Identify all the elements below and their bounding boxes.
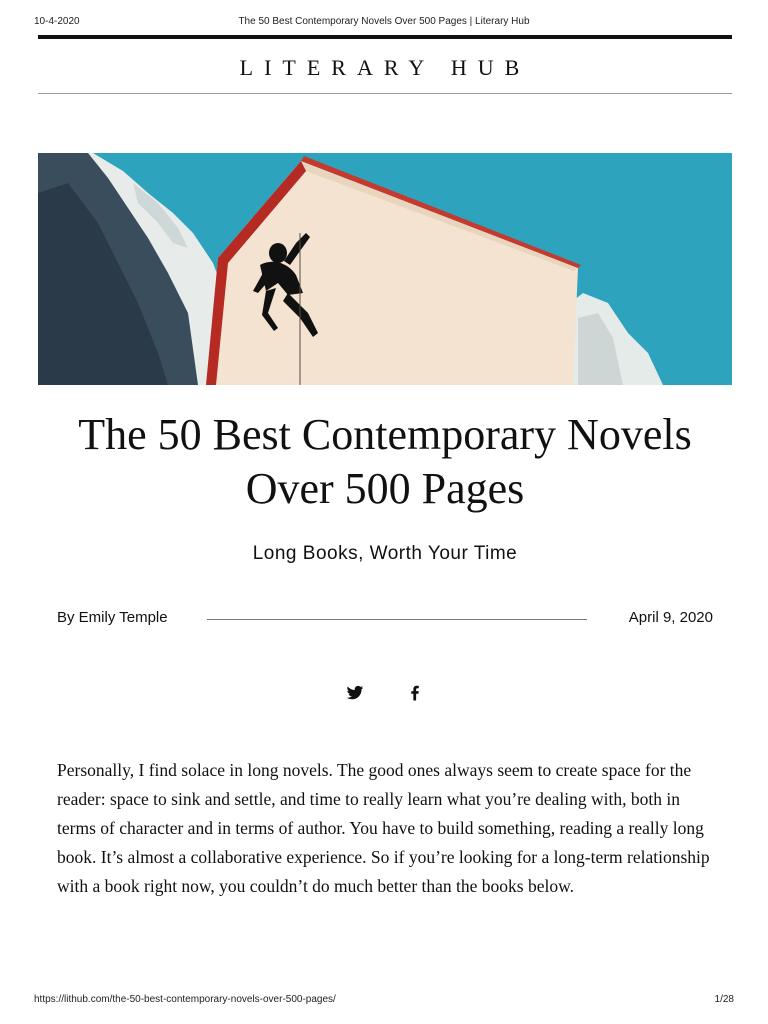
byline [57,609,713,629]
hero-illustration [38,153,732,385]
print-header [34,16,734,30]
hero-image [38,153,732,385]
share-bar [0,684,768,704]
site-logo[interactable]: LITERARY HUB [239,55,531,80]
page-number: 1/28 [714,994,734,1005]
print-page-title: The 50 Best Contemporary Novels Over 500 Pages | Literary Hub [238,16,530,27]
twitter-icon[interactable] [346,684,364,702]
print-date: 10-4-2020 [34,16,80,27]
top-rule [38,35,732,39]
brand-divider [38,93,732,94]
article-body-paragraph: Personally, I find solace in long novels. The good ones always seem to create space for the reader: space to sink and settle, and time to really learn what you’re dealing with, both in terms of character and in terms of author. You have to build something, reading a really long book. It’s almost a collaborative experience. So if you’re looking for a long-term relationship with a book right now, you couldn’t do much better than the books below. [57,760,710,896]
author-link[interactable]: By Emily Temple [57,609,168,626]
publish-date: April 9, 2020 [628,609,713,626]
facebook-icon[interactable] [406,684,424,702]
article-headline: The 50 Best Contemporary Novels Over 500 Pages [78,410,692,513]
print-footer [34,994,734,1008]
article-subtitle: Long Books, Worth Your Time [252,543,518,564]
print-url: https://lithub.com/the-50-best-contemporary-novels-over-500-pages/ [34,994,336,1005]
byline-divider [207,619,587,620]
